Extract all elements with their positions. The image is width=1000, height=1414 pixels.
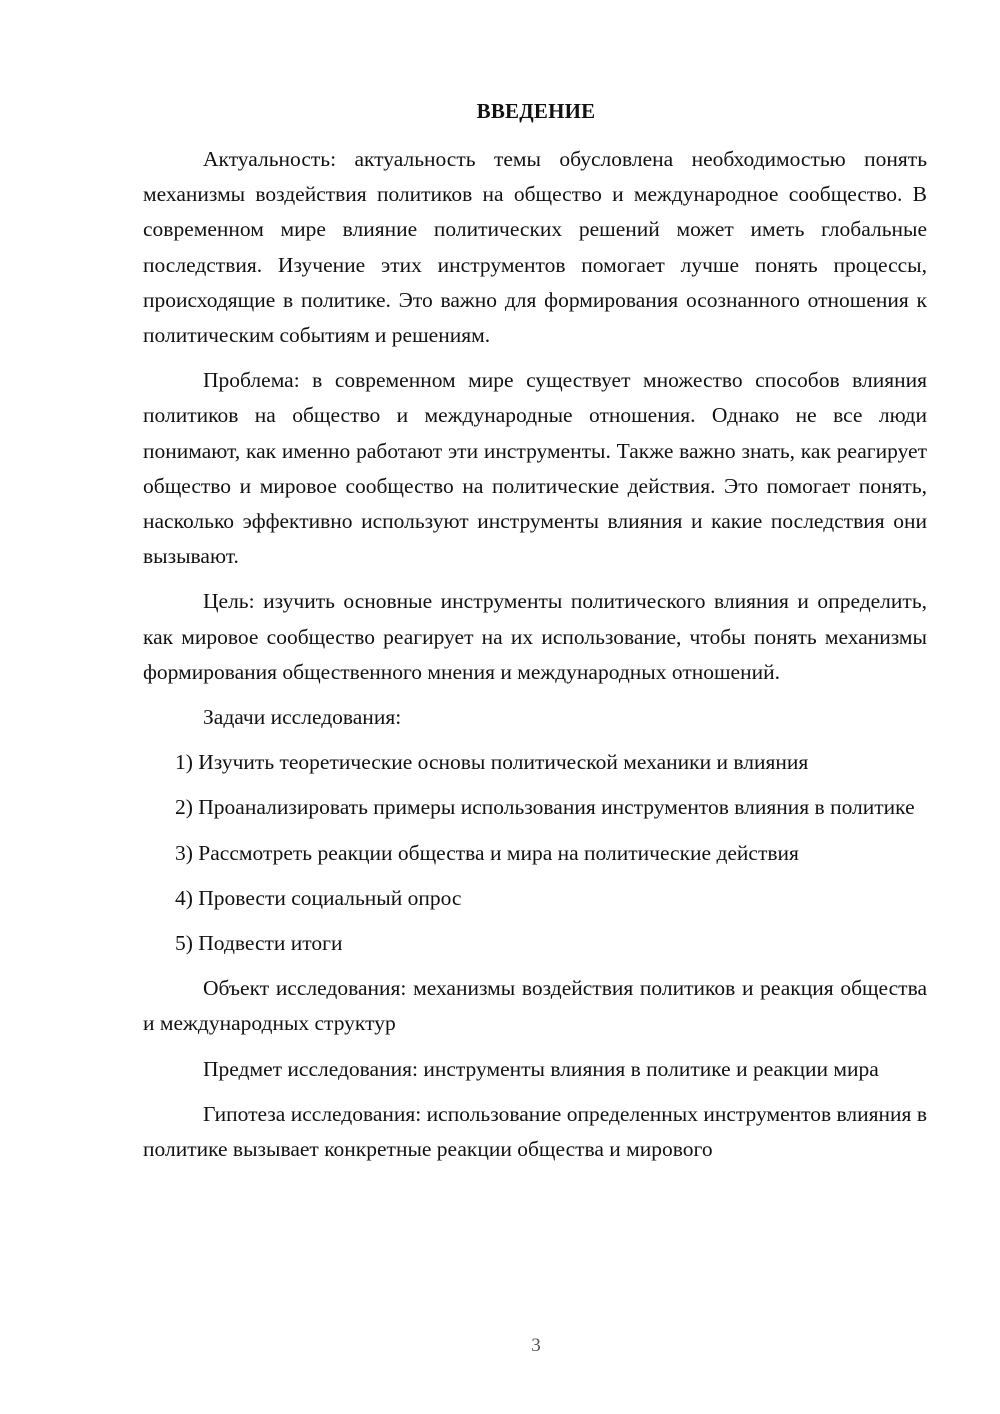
section-heading: ВВЕДЕНИЕ [476, 99, 596, 123]
paragraph-relevance: Актуальность: актуальность темы обусловлена необходимостью понять механизмы воздействия политиков на общество и международное сообщество. В современном мире влияние политических решений может иметь глобальные последствия. Изучение этих инструментов помогает лучше понять процессы, происходящие в политике. Это важно для формирования осознанного отношения к политическим событиям и решениям. [143, 147, 927, 348]
page-number: 3 [531, 1335, 541, 1356]
paragraph-problem: Проблема: в современном мире существует множество способов влияния политиков на общество и международные отношения. Однако не все люди понимают, как именно работают эти инструменты. Также важно знать, как реагирует общество и мировое сообщество на политические действия. Это помогает понять, насколько эффективно используют инструменты влияния и какие последствия они вызывают. [143, 368, 927, 569]
task-item: 5) Подвести итоги [175, 931, 343, 956]
document-body [143, 142, 927, 1167]
paragraph-object: Объект исследования: механизмы воздействия политиков и реакция общества и международных структур [143, 976, 927, 1036]
task-item: 3) Рассмотреть реакции общества и мира на политические действия [175, 840, 799, 865]
tasks-title: Задачи исследования: [203, 705, 402, 730]
task-item: 2) Проанализировать примеры использования инструментов влияния в политике [175, 795, 915, 820]
paragraph-goal: Цель: изучить основные инструменты политического влияния и определить, как мировое сообщество реагирует на их использование, чтобы понять механизмы формирования общественного мнения и международных отношений. [143, 589, 927, 684]
paragraph-hypothesis: Гипотеза исследования: использование определенных инструментов влияния в политике вызывает конкретные реакции общества и мирового [143, 1101, 927, 1162]
task-item: 1) Изучить теоретические основы политической механики и влияния [175, 750, 809, 775]
task-item: 4) Провести социальный опрос [175, 885, 462, 910]
paragraph-subject: Предмет исследования: инструменты влияния в политике и реакции мира [203, 1056, 879, 1081]
